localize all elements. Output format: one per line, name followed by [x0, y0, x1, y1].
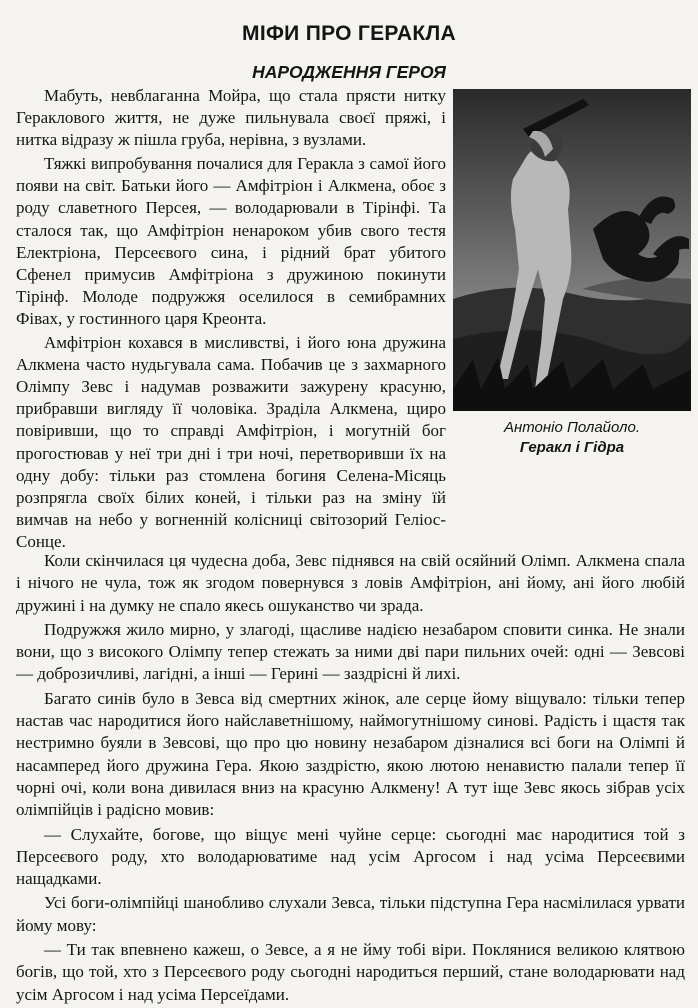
paragraph: Тяжкі випробування почалися для Геракла з самої його появи на світ. Батьки його — Амфітріон і Алкмена, обоє з роду славетного Персея, — володарювали в Тірінфі. Та сталося так, що Амфітріон ненароком убив свого тестя Електріона, Персеєвого сина, і рідний брат убитого Сфенел примусив Амфітріона з дружиною покинути Тірінф. Молоде подружжя оселилося в семибрамних Фівах, у гостинного царя Креонта.	[16, 154, 446, 328]
caption-work-title: Геракл і Гідра	[519, 439, 625, 456]
text-column-wrapped	[16, 85, 446, 555]
figure-caption	[453, 418, 691, 458]
hercules-hydra-painting-icon	[453, 89, 691, 411]
paragraph: Подружжя жило мирно, у злагоді, щасливе надією незабаром сповити синка. Не знали вони, що з високого Олімпу тепер стежать за ними дві пари пильних очей: одні — Зевсові — доброзичливі, лагідні, а інші — Герині — заздрісні й лихі.	[16, 619, 685, 684]
page-title: МІФИ ПРО ГЕРАКЛА	[242, 22, 456, 45]
text-column-full	[16, 550, 685, 1008]
paragraph: Багато синів було в Зевса від смертних жінок, але серце йому віщувало: тільки тепер настав час народитися його найславетнішому, наймогутнішому синові. Радість і щастя так нестримно буяли в Зевсові, що про цю новину незабаром дізналися всі боги на Олімпі й насамперед його дружина Гера. Якою заздрістю, якою лютою ненавистю палали тепер її чорні очі, коли вона дивилася вниз на красуню Алкмену! А тут іще Зевс якось зібрав усіх олімпійців і радісно мовив:	[16, 688, 685, 820]
paragraph: Мабуть, невблаганна Мойра, що стала прясти нитку Гераклового життя, не дуже пильнувала своєї пряжі, і нитка відразу ж пішла груба, нерівна, з вузлами.	[16, 86, 446, 150]
paragraph: Коли скінчилася ця чудесна доба, Зевс піднявся на свій осяйний Олімп. Алкмена спала і нічого не чула, тож як згодом повернувся з ловів Амфітріон, ані йому, ані його любій дружині і на думку не спало якесь ошуканство чи зрада.	[16, 551, 685, 615]
section-subtitle: НАРОДЖЕННЯ ГЕРОЯ	[252, 62, 446, 82]
paragraph: — Ти так впевнено кажеш, о Зевсе, а я не йму тобі віри. Поклянися великою клятвою богів, що той, хто з Персеєвого роду сьогодні народиться перший, стане володарювати над усім Аргосом і над усіма Персеїдами.	[16, 940, 685, 1004]
paragraph: Усі боги-олімпійці шанобливо слухали Зевса, тільки підступна Гера насмілилася урвати йому мову:	[16, 893, 685, 935]
paragraph: Амфітріон кохався в мисливстві, і його юна дружина Алкмена часто нудьгувала сама. Побачив це з захмарного Олімпу Зевс і надумав розважити зажурену красуню, прибравши вигляду її чоловіка. Зраділа Алкмена, щиро повіривши, що то справді Амфітріон, і могутній бог прогостював у неї три дні і три ночі, перетворивши їх на одну добу: тільки раз стомлена богиня Селена-Місяць розпрягла своїх білих коней, і тільки раз на зміну їй вимчав на небо у вогненній колісниці світозорий Геліос-Сонце.	[16, 333, 446, 551]
caption-artist: Антоніо Полайоло.	[503, 419, 641, 436]
paragraph: — Слухайте, богове, що віщує мені чуйне серце: сьогодні має народитися той з Персеєвого роду, хто володарюватиме над усім Аргосом і над усіма Персеєвими нащадками.	[16, 824, 685, 889]
